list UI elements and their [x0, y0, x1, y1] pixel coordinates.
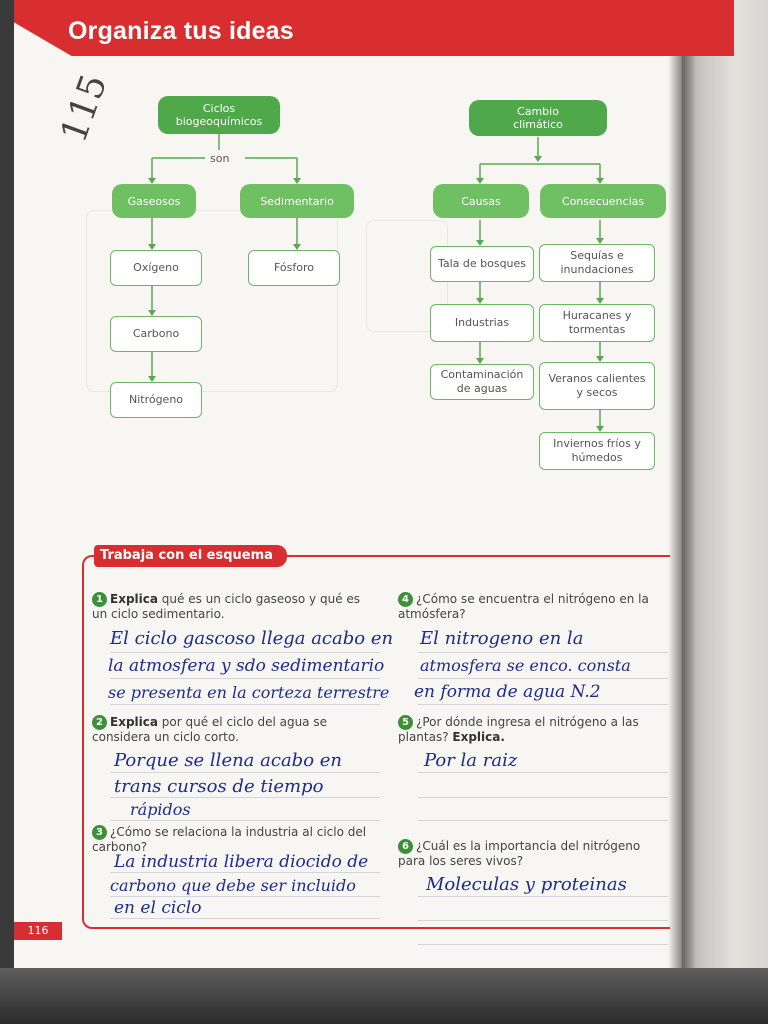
handwritten-answer: se presenta en la corteza terrestre: [108, 683, 390, 702]
node-contaminacion: Contaminación de aguas: [430, 364, 534, 400]
question-5: [398, 715, 668, 745]
question-number: 2: [92, 715, 107, 730]
node-fosforo: Fósforo: [248, 250, 340, 286]
question-number: 1: [92, 592, 107, 607]
answer-line: [110, 820, 380, 821]
answer-line: [418, 920, 668, 921]
question-2: [92, 715, 372, 745]
handwritten-answer: Moleculas y proteinas: [426, 874, 627, 895]
question-number: 6: [398, 839, 413, 854]
answer-line: [418, 797, 668, 798]
answer-line: [418, 772, 668, 773]
node-sedimentario: Sedimentario: [240, 184, 354, 218]
node-inviernos: Inviernos fríos y húmedos: [539, 432, 655, 470]
answer-line: [110, 918, 380, 919]
node-huracanes: Huracanes y tormentas: [539, 304, 655, 342]
question-keyword: Explica: [110, 592, 158, 606]
answer-line: [110, 872, 380, 873]
node-consecuencias: Consecuencias: [540, 184, 666, 218]
answer-line: [418, 820, 668, 821]
handwritten-answer: Porque se llena acabo en: [114, 750, 343, 771]
handwritten-answer: en el ciclo: [114, 898, 202, 918]
answer-line: [110, 704, 380, 705]
node-tala-de-bosques: Tala de bosques: [430, 246, 534, 282]
node-ciclos-biogeoquimicos: Ciclos biogeoquímicos: [158, 96, 280, 134]
node-causas: Causas: [433, 184, 529, 218]
answer-line: [418, 704, 668, 705]
answer-line: [418, 944, 668, 945]
page-number: 116: [14, 922, 62, 940]
answer-line: [110, 772, 380, 773]
question-number: 5: [398, 715, 413, 730]
node-gaseosos: Gaseosos: [112, 184, 196, 218]
node-sequias: Sequías e inundaciones: [539, 244, 655, 282]
pencil-annotation: 115: [53, 69, 116, 148]
answer-line: [418, 652, 668, 653]
answer-line: [418, 896, 668, 897]
exercise-tab: Trabaja con el esquema: [94, 545, 287, 567]
question-1: [92, 592, 372, 622]
node-carbono: Carbono: [110, 316, 202, 352]
answer-line: [110, 797, 380, 798]
answer-line: [418, 678, 668, 679]
question-number: 4: [398, 592, 413, 607]
handwritten-answer: carbono que debe ser incluido: [110, 876, 356, 895]
page-title: Organiza tus ideas: [68, 17, 294, 45]
question-text: ¿Por dónde ingresa el nitrógeno a las plantas?: [398, 715, 639, 744]
handwritten-answer: trans cursos de tiempo: [114, 776, 324, 797]
question-3: [92, 825, 372, 855]
node-industrias: Industrias: [430, 304, 534, 342]
question-text: ¿Cuál es la importancia del nitrógeno para los seres vivos?: [398, 839, 641, 868]
question-text: qué es un ciclo gaseoso y qué es un ciclo sedimentario.: [92, 592, 361, 621]
answer-line: [110, 896, 380, 897]
handwritten-answer: en forma de agua N.2: [414, 682, 601, 702]
connector-label: son: [210, 152, 230, 165]
node-nitrogeno: Nitrógeno: [110, 382, 202, 418]
handwritten-answer: atmosfera se enco. consta: [420, 656, 631, 675]
handwritten-answer: El ciclo gascoso llega acabo en: [110, 628, 394, 649]
question-4: [398, 592, 668, 622]
question-text: por qué el ciclo del agua se considera un ciclo corto.: [92, 715, 327, 744]
handwritten-answer: El nitrogeno en la: [420, 628, 584, 649]
handwritten-answer: rápidos: [130, 800, 191, 819]
question-keyword: Explica: [110, 715, 158, 729]
answer-line: [110, 652, 380, 653]
question-number: 3: [92, 825, 107, 840]
handwritten-answer: la atmosfera y sdo sedimentario: [108, 656, 385, 676]
answer-line: [110, 678, 380, 679]
node-veranos: Veranos calientes y secos: [539, 362, 655, 410]
handwritten-answer: La industria libera diocido de: [114, 852, 369, 872]
question-text: ¿Cómo se relaciona la industria al ciclo del carbono?: [92, 825, 367, 854]
handwritten-answer: Por la raiz: [424, 750, 518, 771]
question-text: ¿Cómo se encuentra el nitrógeno en la atmósfera?: [398, 592, 649, 621]
node-cambio-climatico: Cambio climático: [469, 100, 607, 136]
question-keyword: Explica.: [452, 730, 505, 744]
node-oxigeno: Oxígeno: [110, 250, 202, 286]
question-6: [398, 839, 668, 869]
